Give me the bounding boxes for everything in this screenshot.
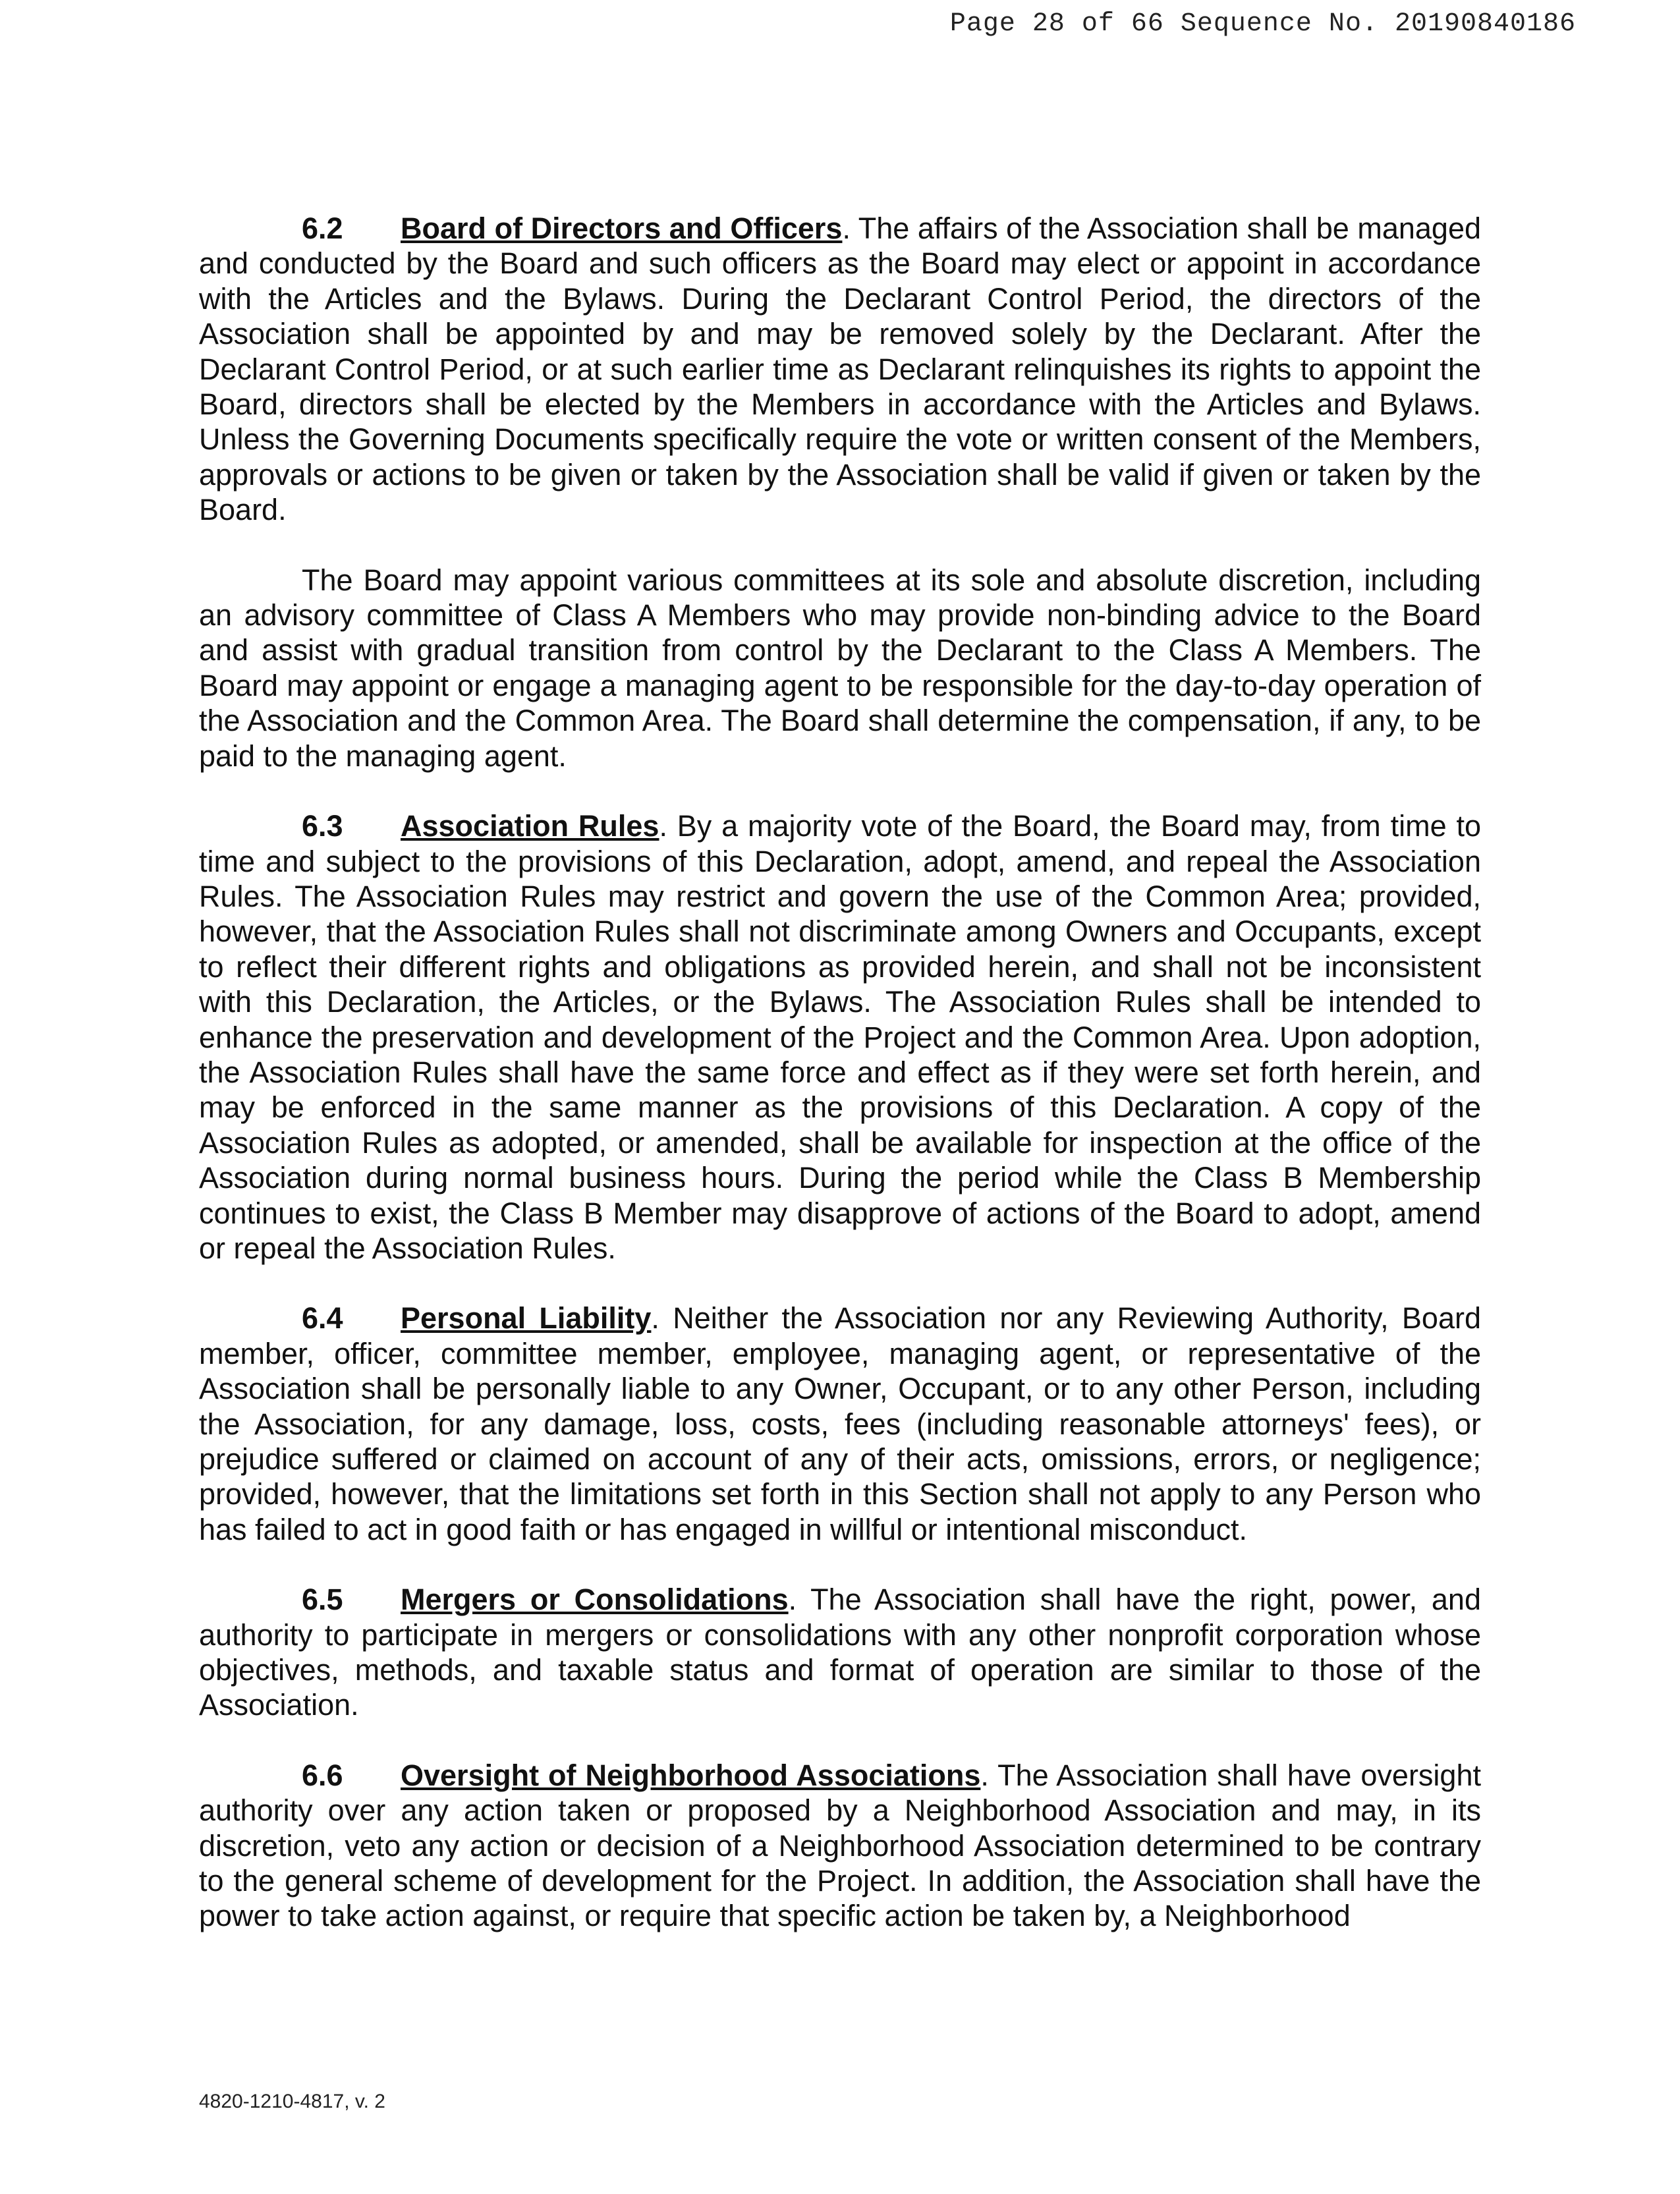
section-text: . The affairs of the Association shall be managed and conducted by the Board and such officers as the Board may elect or appoint in accordance with the Articles and the Bylaws. During the Declarant Control Period, the directors of the Association shall be appointed by and may be removed solely by the Declarant. After the Declarant Control Period, or at such earlier time as Declarant relinquishes its rights to appoint the Board, directors shall be elected by the Members in accordance with the Articles and Bylaws. Unless the Governing Documents specifically require the vote or written consent of the Members, approvals or actions to be given or taken by the Association shall be valid if given or taken by the Board.: [199, 211, 1481, 527]
page-sequence-header: Page 28 of 66 Sequence No. 20190840186: [949, 9, 1576, 39]
section-text: . By a majority vote of the Board, the Board may, from time to time and subject to the provisions of this Declaration, adopt, amend, and repeal the Association Rules. The Association Rules may restrict and govern the use of the Common Area; provided, however, that the Association Rules shall not discriminate among Owners and Occupants, except to reflect their different rights and obligations as provided herein, and shall not be inconsistent with this Declaration, the Articles, or the Bylaws. The Association Rules shall be intended to enhance the preservation and development of the Project and the Common Area. Upon adoption, the Association Rules shall have the same force and effect as if they were set forth herein, and may be enforced in the same manner as the provisions of this Declaration. A copy of the Association Rules as adopted, or amended, shall be available for inspection at the office of the Association during normal business hours. During the period while the Class B Membership continues to exist, the Class B Member may disapprove of actions of the Board to adopt, amend or repeal the Association Rules.: [199, 809, 1481, 1265]
section-number: 6.4: [302, 1301, 343, 1336]
section-text: . The Association shall have oversight authority over any action taken or proposed by a Neighborhood Association and may, in its discretion, veto any action or decision of a Neighborhood Association determined to be contrary to the general scheme of development for the Project. In addition, the Association shall have the power to take action against, or require that specific action be taken by, a Neighborhood: [199, 1758, 1481, 1933]
section-heading: Oversight of Neighborhood Associations: [401, 1758, 981, 1792]
section-6-6: [199, 1758, 1481, 1934]
section-6-3: [199, 808, 1481, 1266]
section-number: 6.6: [302, 1758, 343, 1792]
section-6-5: [199, 1582, 1481, 1723]
section-text: The Board may appoint various committees at its sole and absolute discretion, including an advisory committee of Class A Members who may provide non-binding advice to the Board and assist with gradual transition from control by the Declarant to the Class A Members. The Board may appoint or engage a managing agent to be responsible for the day-to-day operation of the Association and the Common Area. The Board shall determine the compensation, if any, to be paid to the managing agent.: [199, 563, 1481, 773]
section-number: 6.2: [302, 211, 343, 245]
section-6-2-continuation: [199, 563, 1481, 774]
section-text: . Neither the Association nor any Reviewing Authority, Board member, officer, committee member, employee, managing agent, or representative of the Association shall be personally liable to any Owner, Occupant, or to any other Person, including the Association, for any damage, loss, costs, fees (including reasonable attorneys' fees), or prejudice suffered or claimed on account of any of their acts, omissions, errors, or negligence; provided, however, that the limitations set forth in this Section shall not apply to any Person who has failed to act in good faith or has engaged in willful or intentional misconduct.: [199, 1301, 1481, 1546]
section-number: 6.5: [302, 1583, 343, 1617]
section-6-2: [199, 211, 1481, 528]
section-heading: Board of Directors and Officers: [401, 211, 843, 245]
section-heading: Association Rules: [401, 809, 659, 843]
document-body: [199, 211, 1481, 1969]
section-6-4: [199, 1301, 1481, 1547]
section-heading: Mergers or Consolidations: [401, 1583, 789, 1617]
section-number: 6.3: [302, 809, 343, 843]
section-heading: Personal Liability: [401, 1301, 652, 1336]
section-text: . The Association shall have the right, power, and authority to participate in mergers or consolidations with any other nonprofit corporation whose objectives, methods, and taxable status and format of operation are similar to those of the Association.: [199, 1583, 1481, 1722]
document-id-footer: 4820-1210-4817, v. 2: [199, 2091, 385, 2112]
